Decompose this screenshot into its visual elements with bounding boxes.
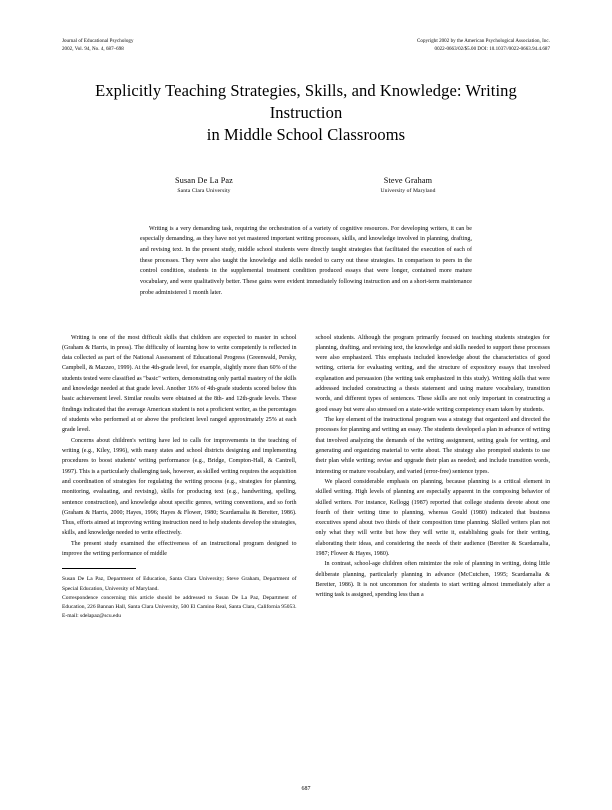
author-1-name: Susan De La Paz <box>175 176 233 186</box>
paragraph: Writing is one of the most difficult skills that children are expected to master in school (Graham & Harris, in press). The difficulty of learning how to write competently is reflected in data collected as part of the National Assessment of Educational Progress (Greenwald, Persky, Campbell, & Mazzeo, 1999). At the 4th-grade level, for example, slightly more than 60% of the students tested were classified as "basic" writers, demonstrating only partial mastery of the skills and knowledge needed at that grade level. Another 16% of 4th-grade students scored below this basic achievement level. Similar results were obtained at the 8th- and 12th-grade levels. These findings indicated that the average American student is not a proficient writer, as the percentages of students who performed at or above the proficient level ranged approximately 25% at each grade level. <box>62 334 297 434</box>
paragraph: In contrast, school-age children often minimize the role of planning in writing, doing little deliberate planning, particularly planning in advance (McCutchen, 1995; Scardamalia & Bereiter, 1986). It is not uncommon for students to start writing almost immediately after a writing task is assigned, spending less than a <box>315 561 550 599</box>
author-list <box>102 176 510 194</box>
paragraph: school students. Although the program primarily focused on teaching students strategies for planning, drafting, and revising text, the knowledge and skills needed to support these processes were also emphasized. This emphasis included knowledge about the characteristics of good writing, criteria for evaluating writing, and the structure of expository essays that involved explanation and persuasion (the writing task emphasized in this study). Writing skills that were addressed included constructing a thesis statement and using mature vocabulary, transition words, and different types of sentences. These skills are not only important in constructing a good essay but were also stressed on a state-wide writing competency exam taken by students. <box>315 334 550 413</box>
copyright-line: Copyright 2002 by the American Psychological Association, Inc. <box>417 39 550 44</box>
running-head-left <box>62 38 134 54</box>
author-2-affiliation: University of Maryland <box>380 187 436 194</box>
paragraph: We placed considerable emphasis on planning, because planning is a critical element in skilled writing. High levels of planning are especially apparent in the composing behavior of skilled writers. For instance, Kellogg (1987) reported that college students devote about one fourth of their writing time to planning, whereas Gould (1980) indicated that business executives spend about two thirds of their composition time planning. Skilled writers plan not only what they will write but how they will write it, establishing goals for their writing, elaborating their ideas, and considering the needs of their audience (Bereiter & Scardamalia, 1987; Flower & Hayes, 1980). <box>315 478 550 558</box>
column-left <box>62 333 297 622</box>
footnote-affiliations: Susan De La Paz, Department of Education, Santa Clara University; Steve Graham, Department of Special Education, University of Maryland. <box>62 576 297 592</box>
author-2-name: Steve Graham <box>383 176 433 186</box>
footnote-block <box>62 568 297 621</box>
body-columns <box>62 333 550 622</box>
title-line-2: in Middle School Classrooms <box>206 125 406 145</box>
author-2 <box>306 176 510 194</box>
footnote-correspondence: Correspondence concerning this article should be addressed to Susan De La Paz, Department of Education, 226 Bannan Hall, Santa Clara University, 500 El Camino Real, Santa Clara, California 95053. E-mail: sdelapaz@scu.edu <box>62 594 297 620</box>
paragraph: Concerns about children's writing have led to calls for improvements in the teaching of writing (e.g., Kiley, 1996), with many states and school districts designing and implementing procedures to boost students' writing performance (e.g., Bridge, Compton-Hall, & Cantrell, 1997). This is a particularly challenging task, however, as skilled writing requires the acquisition and coordination of strategies for regulating the writing process (e.g., strategies for planning, monitoring, evaluating, and revising), skills for producing text (e.g., handwriting, spelling, sentence construction), and knowledge about specific genres, writing conventions, and so forth (Graham & Harris, 2000; Hayes, 1996; Hayes & Flower, 1980; Scardamalia & Bereiter, 1986). Thus, efforts aimed at improving writing instruction need to help students develop the strategies, skills, and knowledge needed to write effectively. <box>62 437 297 537</box>
column-right <box>316 333 551 622</box>
journal-name: Journal of Educational Psychology <box>62 39 134 44</box>
title-line-1: Explicitly Teaching Strategies, Skills, and Knowledge: Writing Instruction <box>95 80 517 122</box>
doi-line: 0022-0663/02/$5.00 DOI: 10.1037//0022-0663.94.4.687 <box>434 46 550 52</box>
paragraph: The present study examined the effectiveness of an instructional program designed to improve the writing performance of middle <box>62 540 297 558</box>
running-head-right <box>417 38 550 54</box>
journal-issue: 2002, Vol. 94, No. 4, 687–698 <box>62 46 124 52</box>
author-1-affiliation: Santa Clara University <box>177 187 231 194</box>
running-head <box>62 38 550 54</box>
paragraph: The key element of the instructional program was a strategy that organized and directed the processes for planning and writing an essay. The students developed a plan in advance of writing that involved analyzing the demands of the writing assignment, setting goals for writing, and generating and organizing material to write about. The strategy also prompted students to use their plan while writing; revise and upgrade their plan as needed; and include transition words, interesting or mature vocabulary, and varied (error-free) sentence types. <box>315 417 550 475</box>
page-number: 687 <box>301 786 311 792</box>
author-1 <box>102 176 306 194</box>
page-title <box>76 80 536 147</box>
abstract: Writing is a very demanding task, requiring the orchestration of a variety of cognitive resources. For developing writers, it can be especially demanding, as they have not yet mastered important writing processes, skills, and knowledge involved in planning, drafting, and revising text. In the present study, middle school students were directly taught strategies that facilitated the execution of each of these processes. They were also taught the knowledge and skills needed to carry out these strategies. In comparison to peers in the control condition, students in the supplemental treatment condition produced essays that were longer, contained more mature vocabulary, and were qualitatively better. These gains were evident immediately following instruction and on a short-term maintenance probe administered 1 month later. <box>140 225 472 296</box>
